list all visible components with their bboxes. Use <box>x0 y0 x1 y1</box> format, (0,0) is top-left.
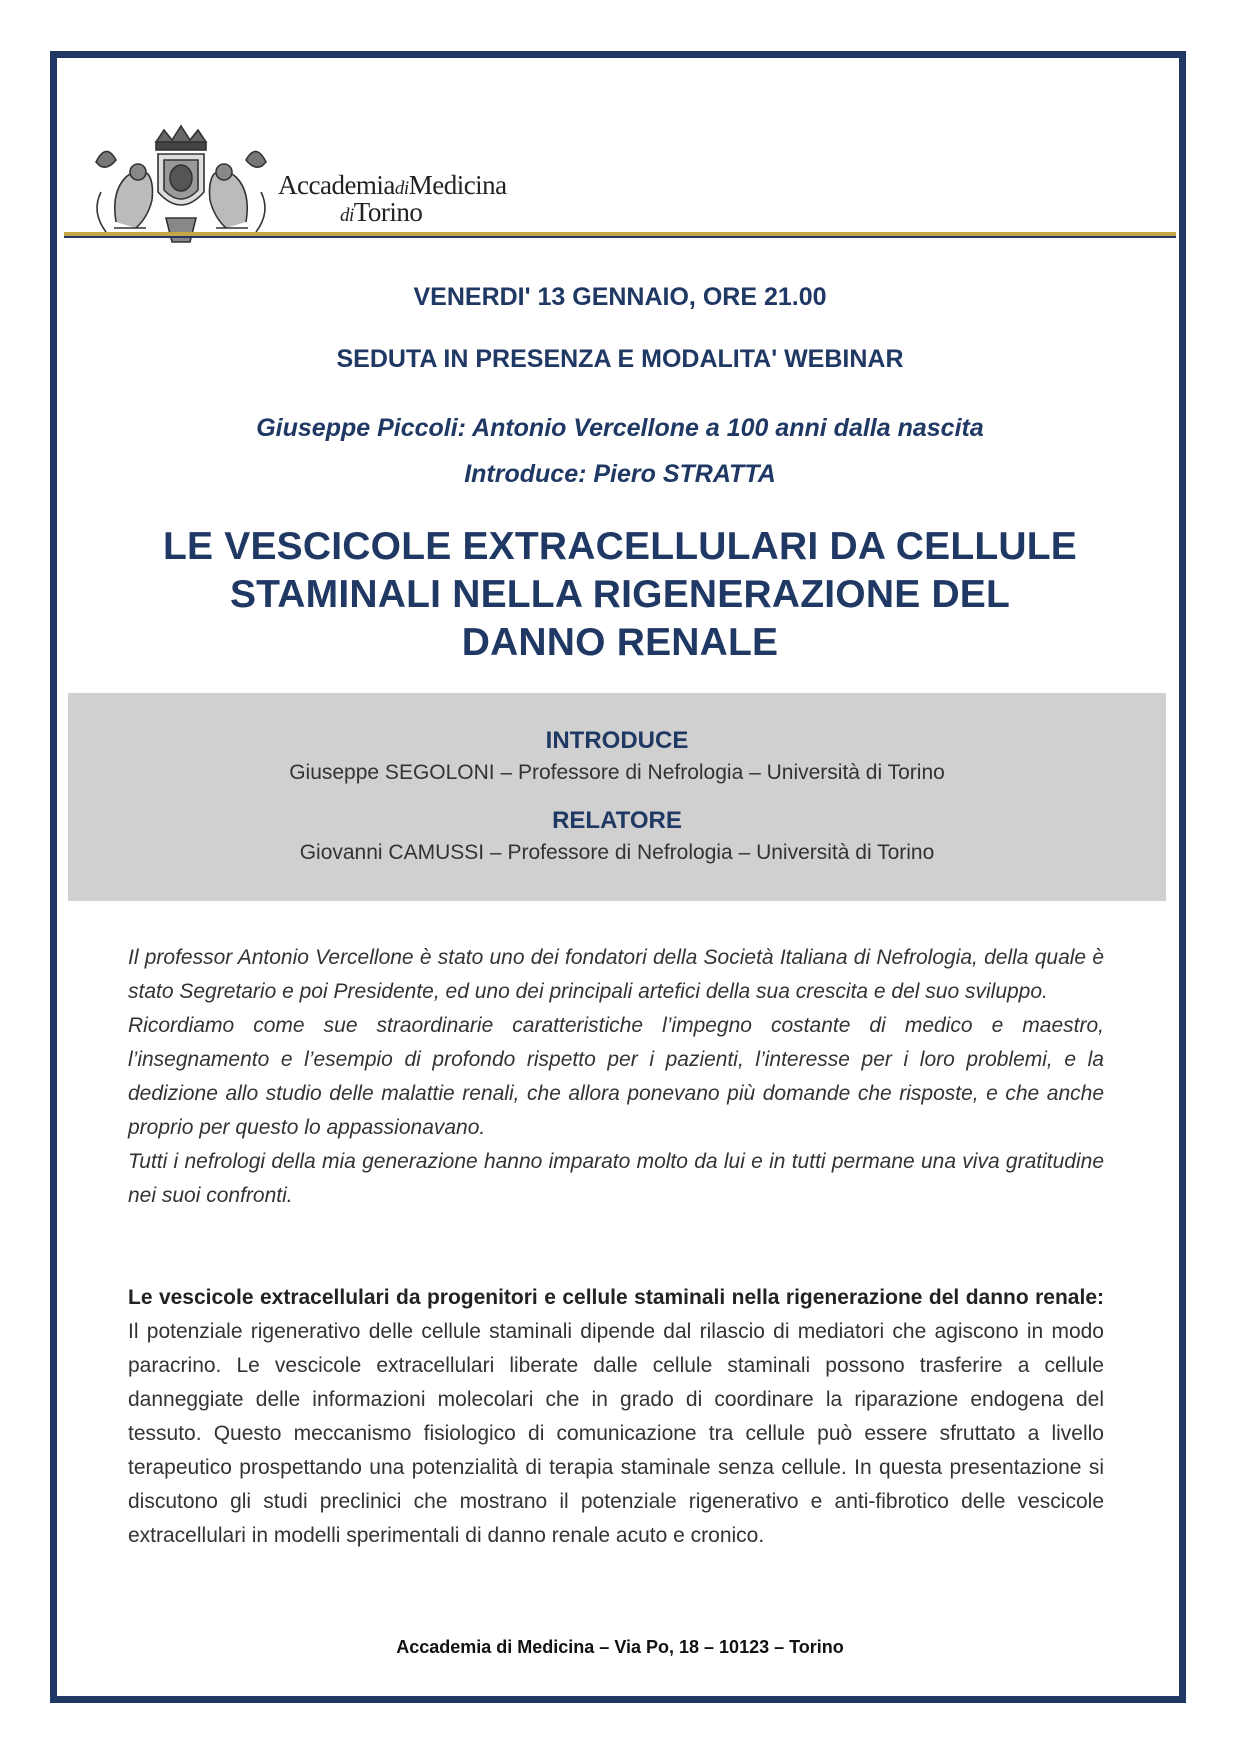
academy-name <box>278 172 507 226</box>
letterhead <box>64 120 1176 248</box>
memorial-intro: Introduce: Piero STRATTA <box>464 460 776 488</box>
intro-heading: INTRODUCE <box>545 727 689 754</box>
logo-word: Medicina <box>408 170 507 200</box>
speaker-heading: RELATORE <box>552 807 682 834</box>
logo-particle: di <box>340 205 354 226</box>
lecture-title <box>64 523 1176 667</box>
tribute-paragraph: Tutti i nefrologi della mia generazione hanno imparato molto da lui e in tutti permane una viva gratitudine nei suoi confronti. <box>128 1150 1104 1207</box>
abstract-body: Il potenziale rigenerativo delle cellule staminali dipende dal rilascio di mediatori che agiscono in modo paracrino. Le vescicole extracellulari liberate dalle cellule staminali possono trasferire a cellule danneggiate delle informazioni molecolari che in grado di coordinare la riparazione endogena del tessuto. Questo meccanismo fisiologico di comunicazione tra cellule può essere sfruttato a livello terapeutico prospettando una potenzialità di terapia staminale senza cellule. In questa presentazione si discutono gli studi preclinici che mostrano il potenziale rigenerativo e anti-fibrotico delle vescicole extracellulari in modelli sperimentali di danno renale acuto e cronico. <box>128 1320 1104 1547</box>
memorial-talk: Giuseppe Piccoli: Antonio Vercellone a 100 anni dalla nascita <box>256 414 984 442</box>
lecture-title-line: DANNO RENALE <box>461 621 779 664</box>
logo-word: Accademia <box>278 170 395 200</box>
tribute-paragraph: Ricordiamo come sue straordinarie caratteristiche l’impegno costante di medico e maestro, l’insegnamento e l’esempio di profondo rispetto per i pazienti, l’interesse per i loro problemi, e la dedizione allo studio delle malattie renali, che allora ponevano più domande che risposte, e che anche proprio per questo lo appassionavano. <box>128 1014 1104 1139</box>
event-date: VENERDI' 13 GENNAIO, ORE 21.00 <box>413 283 827 311</box>
tribute-text <box>128 941 1104 1213</box>
header-dark-rule <box>64 236 1176 238</box>
logo-word: Torino <box>353 197 423 227</box>
abstract-title: Le vescicole extracellulari da progenitori e cellule staminali nella rigenerazione del danno renale: <box>128 1286 1104 1309</box>
intro-person: Giuseppe SEGOLONI – Professore di Nefrologia – Università di Torino <box>289 761 945 784</box>
footer-address: Accademia di Medicina – Via Po, 18 – 10123 – Torino <box>396 1637 844 1657</box>
lecture-title-line: LE VESCICOLE EXTRACELLULARI DA CELLULE <box>162 525 1077 568</box>
speaker-person: Giovanni CAMUSSI – Professore di Nefrologia – Università di Torino <box>299 841 935 864</box>
logo-particle: di <box>394 178 409 199</box>
lecture-title-line: STAMINALI NELLA RIGENERAZIONE DEL <box>229 573 1011 616</box>
tribute-paragraph: Il professor Antonio Vercellone è stato uno dei fondatori della Società Italiana di Nefrologia, della quale è stato Segretario e poi Presidente, ed uno dei principali artefici della sua crescita e del suo sviluppo. <box>128 946 1104 1003</box>
event-mode: SEDUTA IN PRESENZA E MODALITA' WEBINAR <box>336 345 904 373</box>
academy-crest-icon <box>86 122 276 246</box>
abstract <box>128 1281 1104 1553</box>
speakers-box <box>68 693 1166 901</box>
